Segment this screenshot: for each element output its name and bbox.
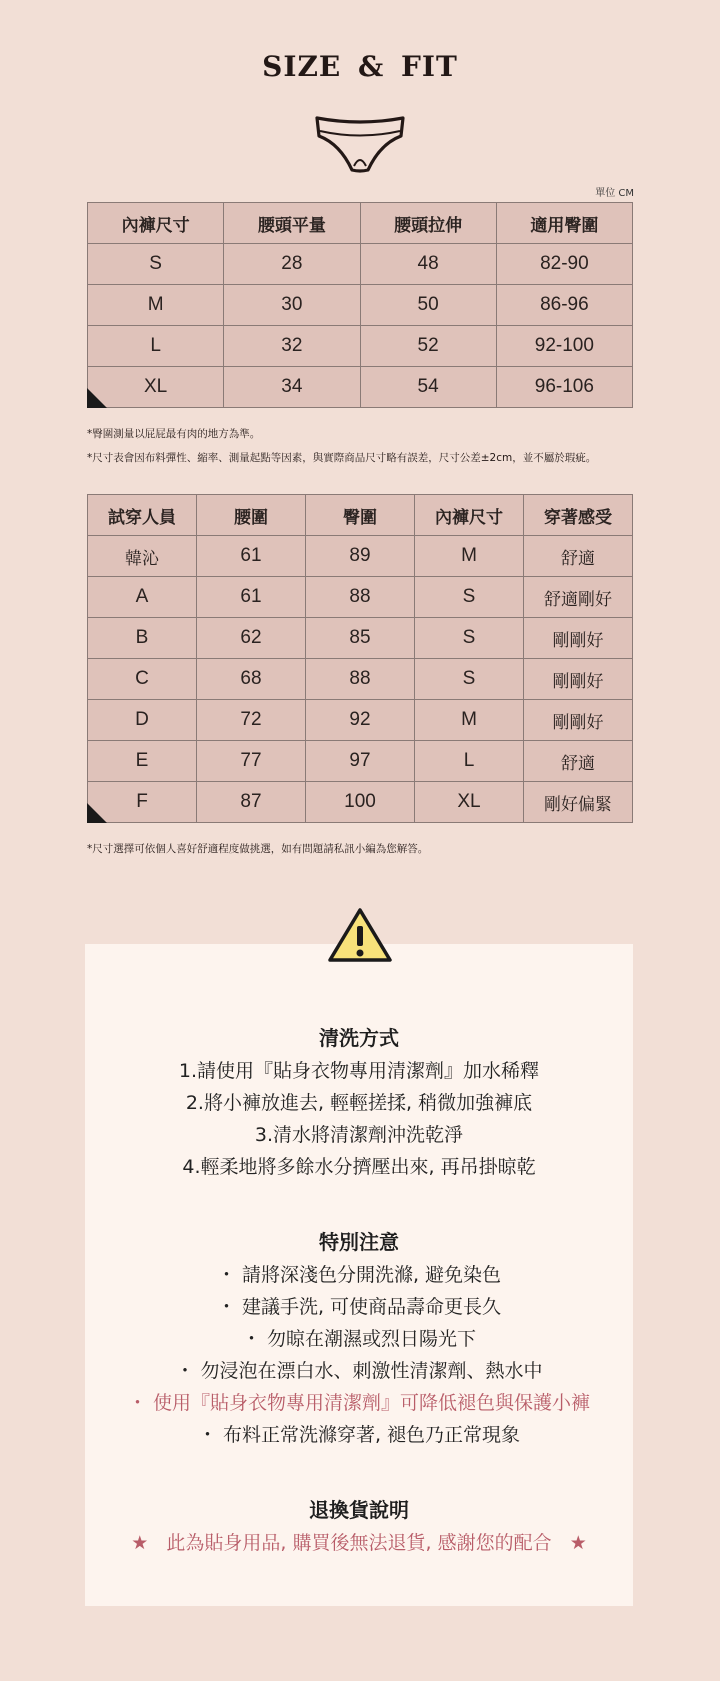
table-row (88, 326, 633, 367)
waist-cell: 62 (197, 618, 306, 659)
wash-title: 清洗方式 (319, 1026, 399, 1050)
tester-cell: F (88, 782, 197, 823)
feel-cell: 剛剛好 (524, 700, 633, 741)
feel-cell: 剛剛好 (524, 659, 633, 700)
table-row (88, 367, 633, 408)
column-header: 臀圍 (306, 495, 415, 536)
return-policy (85, 1528, 633, 1555)
size-cell: M (415, 700, 524, 741)
table-header-row (88, 203, 633, 244)
wash-step: 3.清水將清潔劑沖洗乾淨 (254, 1124, 464, 1146)
notice-title: 特別注意 (319, 1230, 399, 1254)
column-header: 腰圍 (197, 495, 306, 536)
size-table (87, 202, 633, 408)
tester-cell: C (88, 659, 197, 700)
size-cell: S (415, 577, 524, 618)
table-row (88, 741, 633, 782)
table-row (88, 782, 633, 823)
return-policy-text: 此為貼身用品, 購買後無法退貨, 感謝您的配合 (166, 1532, 552, 1554)
notice-item: ・ 建議手洗, 可使商品壽命更長久 (216, 1296, 502, 1318)
hip-cell: 97 (306, 741, 415, 782)
wash-step: 1.請使用『貼身衣物專用清潔劑』加水稀釋 (178, 1060, 540, 1082)
notice-item-highlight: ・ 使用『貼身衣物專用清潔劑』可降低褪色與保護小褲 (127, 1392, 591, 1414)
wash-step: 4.輕柔地將多餘水分擠壓出來, 再吊掛晾乾 (182, 1156, 536, 1178)
warning-triangle-icon (326, 906, 394, 964)
notice-item: ・ 請將深淺色分開洗滌, 避免染色 (216, 1264, 502, 1286)
feel-cell: 剛好偏緊 (524, 782, 633, 823)
table-corner-marker (87, 388, 107, 408)
column-header: 腰頭拉伸 (360, 203, 496, 244)
size-cell: S (415, 618, 524, 659)
notice-item: ・ 勿浸泡在漂白水、刺激性清潔劑、熱水中 (175, 1360, 543, 1382)
waist-cell: 61 (197, 577, 306, 618)
size-cell: L (415, 741, 524, 782)
notice-item: ・ 布料正常洗滌穿著, 褪色乃正常現象 (197, 1424, 521, 1446)
waist-cell: 77 (197, 741, 306, 782)
table-row (88, 577, 633, 618)
hip-cell: 85 (306, 618, 415, 659)
size-cell: M (415, 536, 524, 577)
size-cell: S (88, 244, 224, 285)
notice-item: ・ 勿晾在潮濕或烈日陽光下 (241, 1328, 477, 1350)
table-corner-marker (87, 803, 107, 823)
waist-flat-cell: 32 (224, 326, 360, 367)
care-instructions-box (85, 944, 633, 1606)
table-row (88, 244, 633, 285)
waist-stretch-cell: 54 (360, 367, 496, 408)
feel-cell: 舒適 (524, 536, 633, 577)
hip-cell: 100 (306, 782, 415, 823)
table-row (88, 700, 633, 741)
size-cell: S (415, 659, 524, 700)
size-note-tolerance: *尺寸表會因布料彈性、縮率、測量起點等因素，與實際商品尺寸略有誤差，尺寸公差±2cm，並不屬於瑕疵。 (87, 452, 597, 464)
column-header: 腰頭平量 (224, 203, 360, 244)
tester-cell: A (88, 577, 197, 618)
hip-range-cell: 96-106 (496, 367, 632, 408)
tester-cell: 韓沁 (88, 536, 197, 577)
waist-flat-cell: 34 (224, 367, 360, 408)
briefs-icon (314, 114, 406, 176)
waist-cell: 68 (197, 659, 306, 700)
waist-stretch-cell: 48 (360, 244, 496, 285)
waist-stretch-cell: 50 (360, 285, 496, 326)
waist-flat-cell: 30 (224, 285, 360, 326)
hip-cell: 92 (306, 700, 415, 741)
feel-cell: 舒適剛好 (524, 577, 633, 618)
size-cell: XL (415, 782, 524, 823)
star-icon: ★ (569, 1532, 587, 1554)
page-title: SIZE & FIT (262, 50, 458, 83)
star-icon: ★ (131, 1532, 149, 1554)
table-row (88, 285, 633, 326)
column-header: 內褲尺寸 (88, 203, 224, 244)
hip-range-cell: 86-96 (496, 285, 632, 326)
fit-note: *尺寸選擇可依個人喜好舒適程度做挑選，如有問題請私訊小編為您解答。 (87, 843, 429, 855)
table-row (88, 536, 633, 577)
waist-cell: 72 (197, 700, 306, 741)
size-cell: L (88, 326, 224, 367)
size-cell: XL (88, 367, 224, 408)
hip-range-cell: 82-90 (496, 244, 632, 285)
feel-cell: 剛剛好 (524, 618, 633, 659)
waist-cell: 87 (197, 782, 306, 823)
tester-cell: E (88, 741, 197, 782)
hip-cell: 88 (306, 577, 415, 618)
size-note-hip: *臀圍測量以屁屁最有肉的地方為準。 (87, 428, 261, 440)
unit-label: 單位 CM (595, 188, 634, 199)
waist-cell: 61 (197, 536, 306, 577)
table-header-row (88, 495, 633, 536)
column-header: 試穿人員 (88, 495, 197, 536)
tester-cell: D (88, 700, 197, 741)
table-row (88, 618, 633, 659)
feel-cell: 舒適 (524, 741, 633, 782)
table-row (88, 659, 633, 700)
waist-stretch-cell: 52 (360, 326, 496, 367)
column-header: 適用臀圍 (496, 203, 632, 244)
column-header: 穿著感受 (524, 495, 633, 536)
return-title: 退換貨說明 (309, 1498, 409, 1522)
column-header: 內褲尺寸 (415, 495, 524, 536)
hip-cell: 89 (306, 536, 415, 577)
hip-cell: 88 (306, 659, 415, 700)
hip-range-cell: 92-100 (496, 326, 632, 367)
tester-cell: B (88, 618, 197, 659)
size-cell: M (88, 285, 224, 326)
fit-table (87, 494, 633, 823)
wash-step: 2.將小褲放進去, 輕輕搓揉, 稍微加強褲底 (185, 1092, 533, 1114)
waist-flat-cell: 28 (224, 244, 360, 285)
